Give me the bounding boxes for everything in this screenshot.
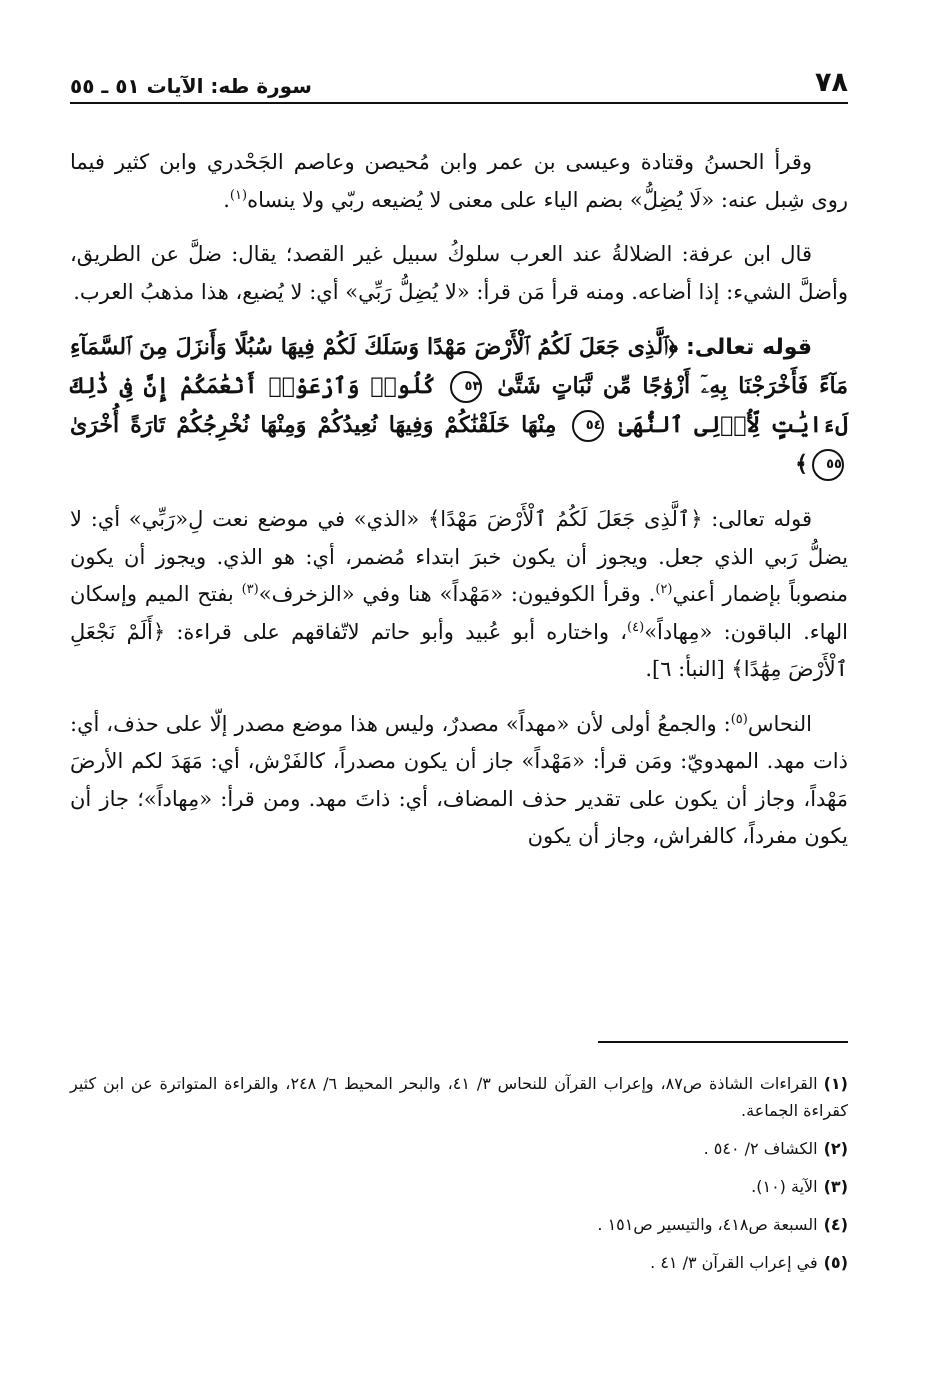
footnote-ref-4[interactable]: (٤) (627, 619, 645, 635)
paragraph-5-text-b: : والجمعُ أولى لأن «مهداً» مصدرٌ، وليس هذا موضع مصدر إلّا على حذف، أي: ذات مهد. المهدويّ: ومَن قرأ: «مَهْداً» جاز أن يكون مصدراً، كالفَرْش، أي: مَهَدَ لكم الأرضَ مَهْداً، وجاز أن يكون على تقدير حذف المضاف، أي: ذاتَ مهد. ومن قرأ: «مِهاداً»؛ جاز أن يكون مفرداً، كالفراش، وجاز أن يكون (70, 711, 848, 848)
main-text (70, 144, 848, 873)
footnote-ref-3[interactable]: (٣) (241, 582, 259, 597)
footnote-item (70, 1173, 848, 1200)
verse-text-2: كُلُوا۟ وَٱرْعَوْا۟ أَنْعَٰمَكُمْ إِنَّ فِى ذَٰلِكَ لَءَايَٰتٍ لِّأُو۟لِى ٱلنُّهَىٰ (70, 373, 848, 438)
footnote-ref-2[interactable]: (٢) (655, 582, 673, 597)
footnote-number: (٤) (823, 1215, 848, 1234)
footnote-number: (١) (823, 1074, 848, 1093)
quran-verse-block (70, 328, 848, 484)
footnote-item (70, 1135, 848, 1162)
ayah-number-marker: ٥٥ (812, 449, 844, 481)
page-header (70, 60, 848, 104)
footnote-number: (٢) (823, 1139, 848, 1158)
footnote-item (70, 1211, 848, 1238)
footnote-ref-5[interactable]: (٥) (730, 711, 748, 727)
paragraph-1-end: . (223, 187, 230, 212)
footnote-item (70, 1249, 848, 1276)
footnote-number: (٥) (823, 1253, 848, 1272)
footnote-text: السبعة ص٤١٨، والتيسير ص١٥١ . (597, 1215, 818, 1234)
paragraph-4-text-a: قوله تعالى: ﴿ٱلَّذِى جَعَلَ لَكُمُ ٱلْأَرْضَ مَهْدًا﴾ «الذي» في موضع نعت لِ«رَبِّي» أي: لا يضلُّ رَبي الذي جعل. ويجوز أن يكون خبرَ ابتداء مُضمر، أي: هو الذي. ويجوز أن يكون منصوباً بإضمار أعني (70, 507, 848, 606)
footnote-item (70, 1070, 848, 1124)
footnote-text: الكشاف ٢/ ٥٤٠ . (703, 1139, 818, 1158)
paragraph-4 (70, 501, 848, 689)
footnote-number: (٣) (823, 1177, 848, 1196)
footnote-ref-1[interactable]: (١) (229, 187, 248, 203)
footnote-text: القراءات الشاذة ص٨٧، وإعراب القرآن للنحاس ٣/ ٤١، والبحر المحيط ٦/ ٢٤٨، والقراءة المتواترة عن ابن كثير كقراءة الجماعة. (70, 1074, 848, 1120)
footnote-text: الآية (١٠). (751, 1177, 818, 1196)
paragraph-5-text-a: النحاس (747, 711, 812, 736)
verse-lead: قوله تعالى: (685, 335, 812, 360)
verse-close: ﴾ (795, 451, 808, 477)
running-title: سورة طه: الآيات ٥١ ـ ٥٥ (70, 74, 312, 98)
paragraph-4-text-d: ، واختاره أبو عُبيد وأبو حاتم لاتّفاقهم على قراءة: ﴿أَلَمْ نَجْعَلِ ٱلْأَرْضَ مِهَٰدًا﴾ [النبأ: ٦]. (70, 619, 848, 681)
paragraph-1-text: وقرأ الحسنُ وقتادة وعيسى بن عمر وابن مُحيصن وعاصم الجَحْدري وابن كثير فيما روى شِبل عنه: «لَا يُضِلُّ» بضم الياء على معنى لا يُضيعه ربّي ولا ينساه (70, 150, 848, 212)
paragraph-4-text-b: . وقرأ الكوفيون: «مَهْداً» هنا وفي «الزخرف» (258, 582, 656, 606)
verse-text-3: مِنْهَا خَلَقْنَٰكُمْ وَفِيهَا نُعِيدُكُمْ وَمِنْهَا نُخْرِجُكُمْ تَارَةً أُخْرَىٰ (70, 412, 557, 438)
paragraph-1 (70, 144, 848, 219)
footnotes (70, 1070, 848, 1287)
paragraph-5 (70, 706, 848, 856)
footnote-separator (598, 1041, 848, 1043)
ayah-number-marker: ٥٤ (572, 410, 604, 442)
paragraph-2: قال ابن عرفة: الضلالةُ عند العرب سلوكُ سبيل غير القصد؛ يقال: ضلَّ عن الطريق، وأضلَّ الشيء: إذا أضاعه. ومنه قرأ مَن قرأ: «لا يُضِلُّ رَبِّي» أي: لا يُضيع، هذا مذهبُ العرب. (70, 242, 848, 304)
verse-text-1: ﴿ٱلَّذِى جَعَلَ لَكُمُ ٱلْأَرْضَ مَهْدًا وَسَلَكَ لَكُمْ فِيهَا سُبُلًا وَأَنزَلَ مِنَ ٱلسَّمَآءِ مَآءً فَأَخْرَجْنَا بِهِۦٓ أَزْوَٰجًا مِّن نَّبَاتٍ شَتَّىٰ (70, 334, 848, 399)
paragraph-4-text-c: بفتح الميم وإسكان الهاء. الباقون: «مِهاداً» (70, 582, 848, 644)
page-number: ٧٨ (815, 67, 848, 98)
ayah-number-marker: ٥٣ (450, 371, 482, 403)
footnote-text: في إعراب القرآن ٣/ ٤١ . (650, 1253, 818, 1272)
